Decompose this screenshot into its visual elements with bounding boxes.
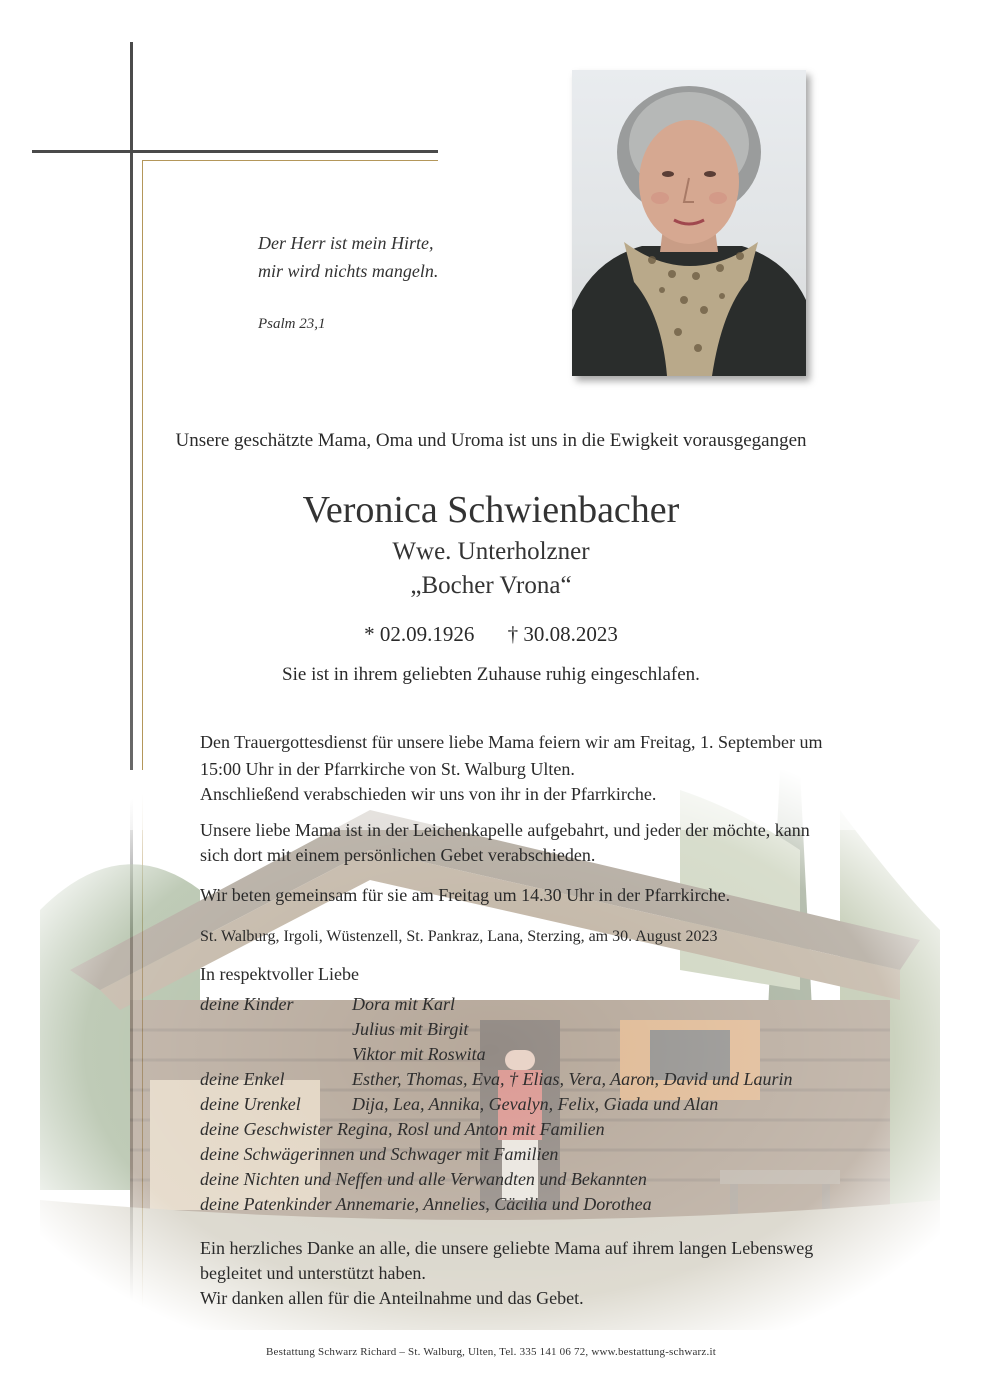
kinder-item-3: Viktor mit Roswita <box>352 1044 486 1064</box>
service-line-3: Anschließend verabschieden wir uns von ihr in der Pfarrkirche. <box>200 784 657 804</box>
psalm-line-1: Der Herr ist mein Hirte, <box>258 233 434 253</box>
intro-text: Unsere geschätzte Mama, Oma und Uroma ist uns in die Ewigkeit vorausgegangen <box>175 430 807 451</box>
psalm-line-2: mir wird nichts mangeln. <box>258 261 439 281</box>
portrait-illustration <box>572 70 806 376</box>
nichten-line: deine Nichten und Neffen und alle Verwandten und Bekannten <box>200 1169 647 1189</box>
footer-funeral-home: Bestattung Schwarz Richard – St. Walburg, Ulten, Tel. 335 141 06 72, www.bestattung-schwarz.it <box>266 1346 716 1358</box>
schwaeger-line: deine Schwägerinnen und Schwager mit Familien <box>200 1144 559 1164</box>
service-line-2: 15:00 Uhr in der Pfarrkirche von St. Walburg Ulten. <box>200 759 575 779</box>
viewing-line-1: Unsere liebe Mama ist in der Leichenkapelle aufgebahrt, und jeder der möchte, kann <box>200 820 810 840</box>
widow-of: Wwe. Unterholzner <box>392 538 590 565</box>
death-date: † 30.08.2023 <box>507 622 618 646</box>
respekt-heading: In respektvoller Liebe <box>200 964 359 984</box>
asleep-text: Sie ist in ihrem geliebten Zuhause ruhig eingeschlafen. <box>282 664 700 685</box>
cross-horizontal-bar <box>32 150 438 153</box>
thanks-line-1: Ein herzliches Danke an alle, die unsere geliebte Mama auf ihrem langen Lebensweg <box>200 1238 814 1258</box>
kinder-item-2: Julius mit Birgit <box>352 1019 469 1039</box>
psalm-reference: Psalm 23,1 <box>258 316 326 332</box>
kinder-item-1: Dora mit Karl <box>352 994 456 1014</box>
service-line-1: Den Trauergottesdienst für unsere liebe Mama feiern wir am Freitag, 1. September um <box>200 732 823 752</box>
enkel-label: deine Enkel <box>200 1069 285 1089</box>
place-date: St. Walburg, Irgoli, Wüstenzell, St. Pankraz, Lana, Sterzing, am 30. August 2023 <box>200 928 718 945</box>
enkel-list: Esther, Thomas, Eva, † Elias, Vera, Aaron, David und Laurin <box>352 1069 793 1089</box>
prayer-line: Wir beten gemeinsam für sie am Freitag um 14.30 Uhr in der Pfarrkirche. <box>200 885 731 905</box>
thanks-line-2: begleitet und unterstützt haben. <box>200 1263 426 1283</box>
birth-date: * 02.09.1926 <box>364 622 475 646</box>
thanks-line-3: Wir danken allen für die Anteilnahme und das Gebet. <box>200 1288 584 1308</box>
deceased-name: Veronica Schwienbacher <box>302 489 680 531</box>
viewing-line-2: sich dort mit einem persönlichen Gebet verabschieden. <box>200 845 596 865</box>
kinder-label: deine Kinder <box>200 994 294 1014</box>
life-dates <box>0 622 982 647</box>
gold-frame-line-top <box>142 160 438 161</box>
paten-line: deine Patenkinder Annemarie, Annelies, Cäcilia und Dorothea <box>200 1194 652 1214</box>
urenkel-list: Dija, Lea, Annika, Gevalyn, Felix, Giada und Alan <box>352 1094 719 1114</box>
portrait-photo <box>572 70 806 376</box>
urenkel-label: deine Urenkel <box>200 1094 301 1114</box>
nickname: „Bocher Vrona“ <box>410 572 572 599</box>
geschwister-line: deine Geschwister Regina, Rosl und Anton mit Familien <box>200 1119 605 1139</box>
